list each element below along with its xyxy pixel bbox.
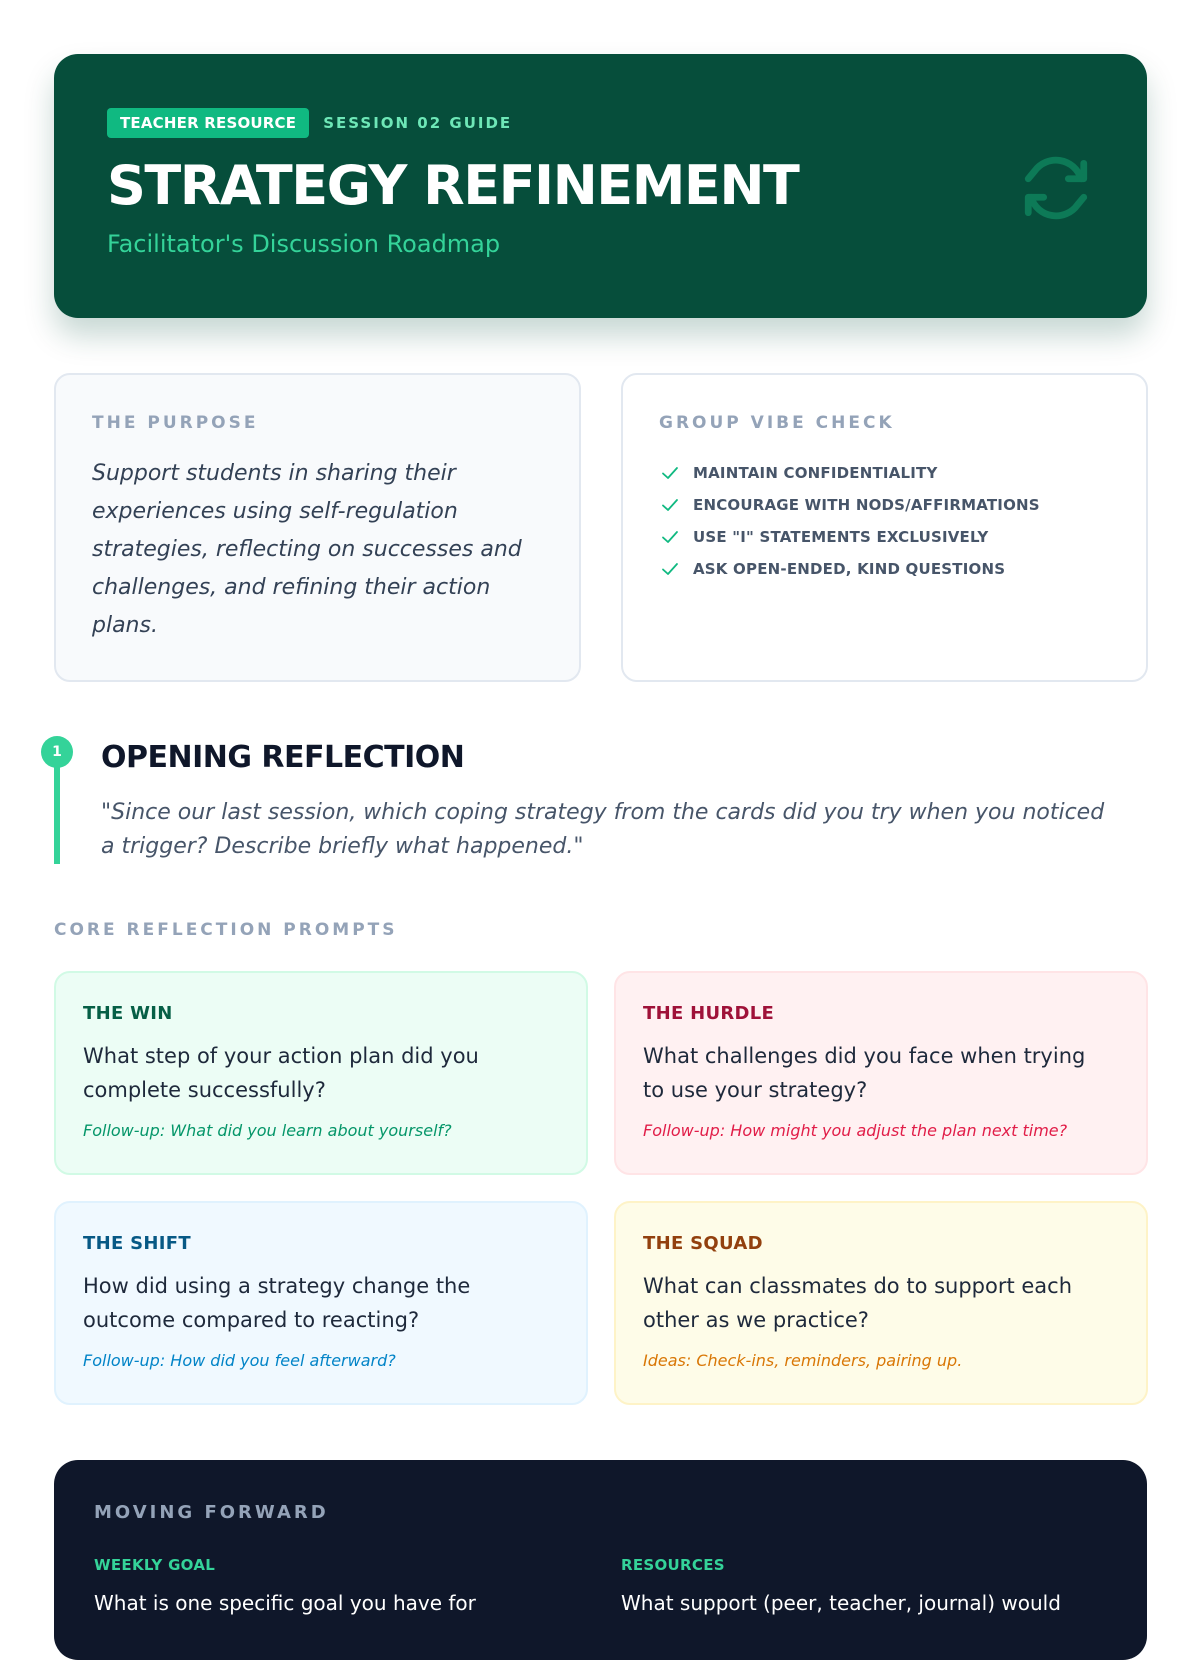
vibe-check-card: [621, 373, 1148, 682]
prompt-card-hurdle: [614, 971, 1148, 1175]
prompt-question: What challenges did you face when trying to use your strategy?: [643, 1044, 1086, 1102]
prompt-card-squad: [614, 1201, 1148, 1405]
column-title: WEEKLY GOAL: [94, 1556, 216, 1574]
prompts-section-label: CORE REFLECTION PROMPTS: [54, 920, 398, 940]
prompt-question: What can classmates do to support each other as we practice?: [643, 1274, 1073, 1332]
purpose-text: Support students in sharing their experiences using self-regulation strategies, reflecting on successes and challenges, and refining their action plans.: [92, 461, 522, 638]
prompt-followup: Follow-up: How might you adjust the plan next time?: [643, 1121, 1068, 1140]
header-tags: [107, 108, 512, 138]
refresh-icon: [1019, 151, 1093, 225]
check-icon: [659, 560, 681, 578]
prompt-followup: Follow-up: What did you learn about yourself?: [83, 1121, 452, 1140]
purpose-label: THE PURPOSE: [92, 413, 259, 433]
prompt-followup: Follow-up: How did you feel afterward?: [83, 1351, 396, 1370]
page-title: STRATEGY REFINEMENT: [107, 154, 799, 217]
opening-timeline-bar: [54, 752, 60, 864]
moving-forward-label: MOVING FORWARD: [94, 1502, 329, 1523]
list-item: [659, 457, 1040, 489]
column-title: RESOURCES: [621, 1556, 725, 1574]
moving-forward-panel: [54, 1460, 1147, 1660]
opening-quote: "Since our last session, which coping strategy from the cards did you try when you noticed a trigger? Describe briefly what happened.": [101, 800, 1105, 859]
prompt-question: What step of your action plan did you complete successfully?: [83, 1044, 479, 1102]
prompt-title: THE WIN: [83, 1003, 173, 1024]
prompt-title: THE SQUAD: [643, 1233, 763, 1254]
prompt-followup: Ideas: Check-ins, reminders, pairing up.: [643, 1351, 963, 1370]
check-icon: [659, 528, 681, 546]
step-number-badge: 1: [41, 736, 73, 768]
column-text: What is one specific goal you have for: [94, 1591, 476, 1615]
prompt-title: THE SHIFT: [83, 1233, 191, 1254]
check-icon: [659, 464, 681, 482]
list-item: [659, 553, 1040, 585]
resources-column: [621, 1556, 1121, 1618]
teacher-resource-badge: TEACHER RESOURCE: [107, 108, 309, 138]
vibe-item-text: USE "I" STATEMENTS EXCLUSIVELY: [693, 528, 989, 546]
check-icon: [659, 496, 681, 514]
list-item: [659, 489, 1040, 521]
vibe-item-text: ASK OPEN-ENDED, KIND QUESTIONS: [693, 560, 1006, 578]
weekly-goal-column: [94, 1556, 594, 1618]
header-banner: [54, 54, 1147, 318]
opening-title: OPENING REFLECTION: [101, 740, 465, 775]
prompt-title: THE HURDLE: [643, 1003, 775, 1024]
column-text: What support (peer, teacher, journal) would: [621, 1591, 1061, 1615]
prompt-card-shift: [54, 1201, 588, 1405]
page-subtitle: Facilitator's Discussion Roadmap: [107, 230, 501, 258]
vibe-check-label: GROUP VIBE CHECK: [659, 413, 895, 433]
vibe-check-list: [659, 457, 1040, 585]
purpose-card: [54, 373, 581, 682]
prompt-question: How did using a strategy change the outcome compared to reacting?: [83, 1274, 471, 1332]
prompt-card-win: [54, 971, 588, 1175]
vibe-item-text: ENCOURAGE WITH NODS/AFFIRMATIONS: [693, 496, 1040, 514]
vibe-item-text: MAINTAIN CONFIDENTIALITY: [693, 464, 938, 482]
session-label: SESSION 02 GUIDE: [323, 114, 513, 132]
list-item: [659, 521, 1040, 553]
